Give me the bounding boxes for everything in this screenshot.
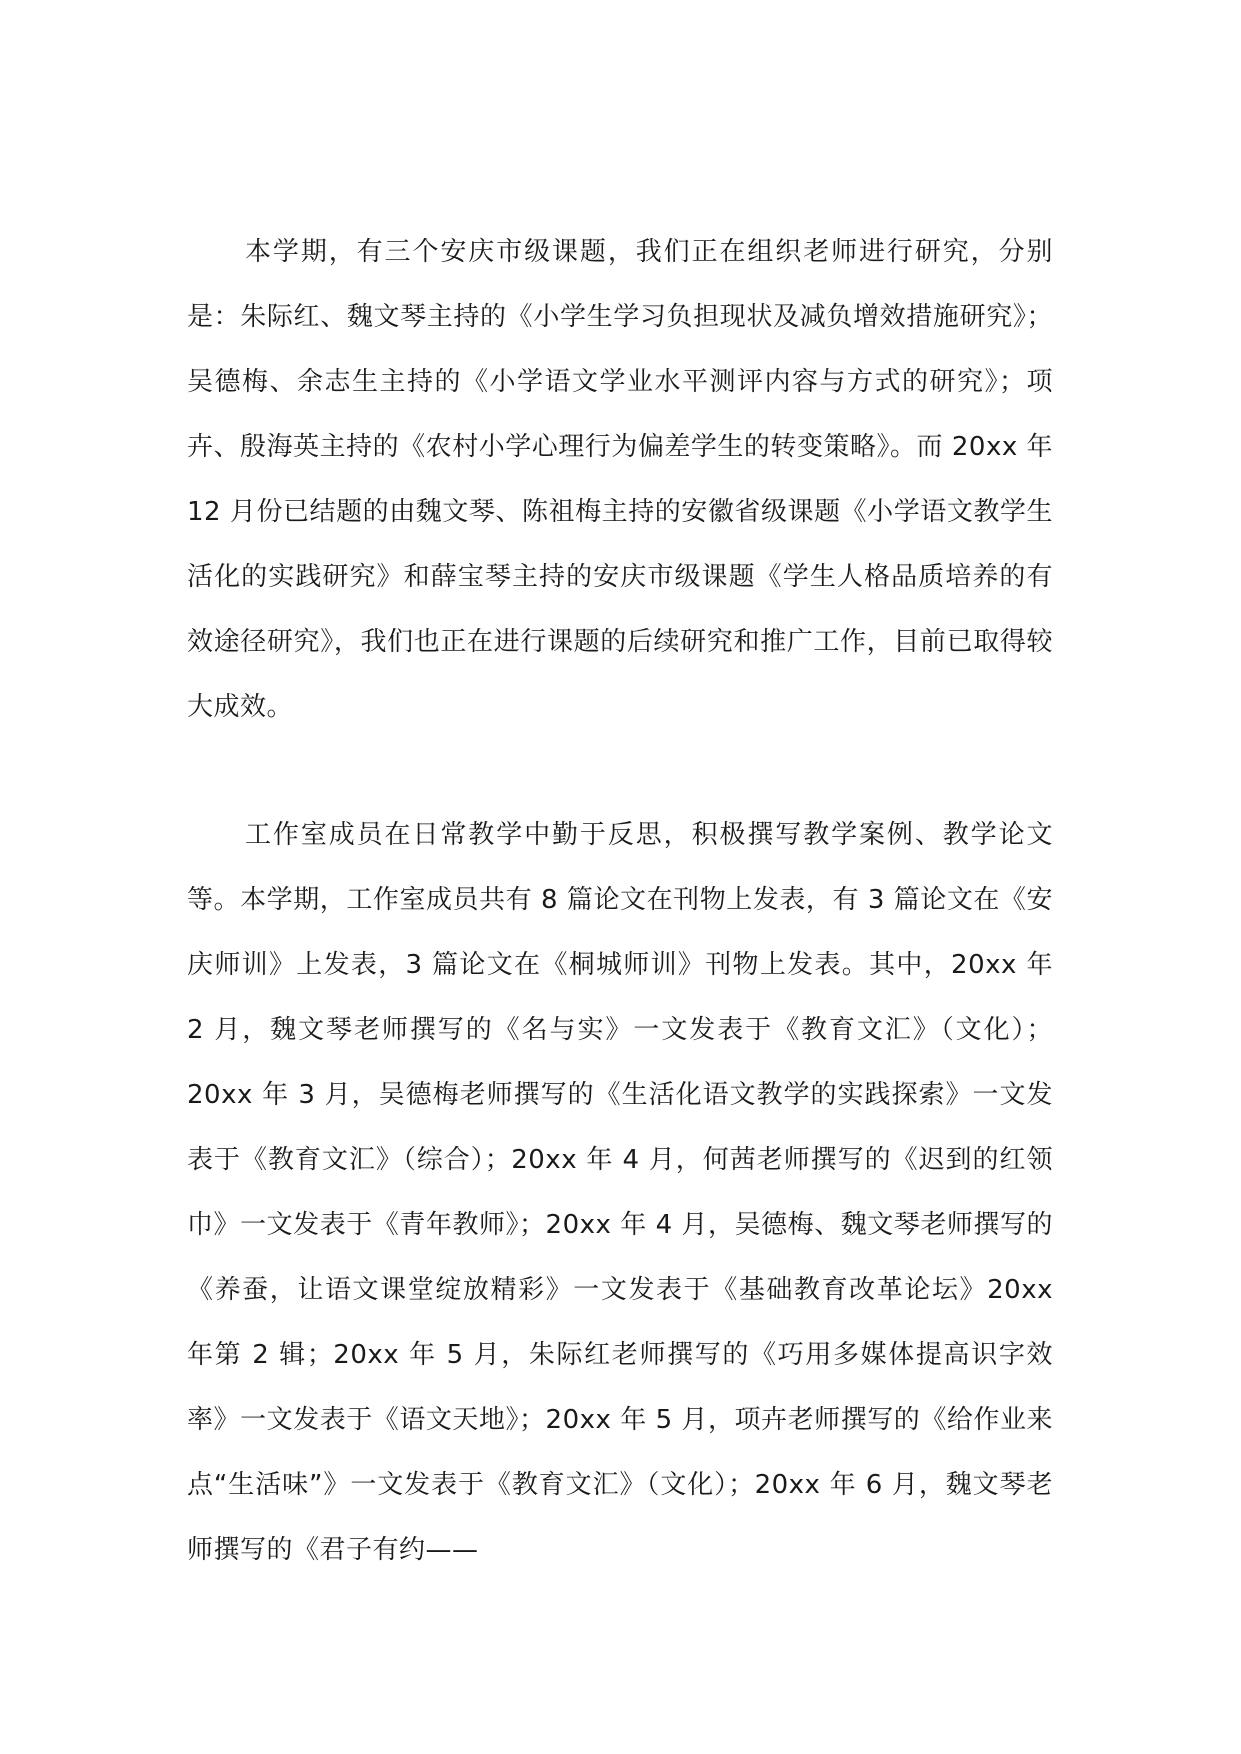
paragraph-published-papers: 工作室成员在日常教学中勤于反思，积极撰写教学案例、教学论文等。本学期，工作室成员共有 8 篇论文在刊物上发表，有 3 篇论文在《安庆师训》上发表，3 篇论文在《桐城师训》刊物上发表。其中，20xx 年 2 月，魏文琴老师撰写的《名与实》一文发表于《教育文汇》（文化）；20xx 年 3 月，吴德梅老师撰写的《生活化语文教学的实践探索》一文发表于《教育文汇》（综合）；20xx 年 4 月，何茜老师撰写的《迟到的红领巾》一文发表于《青年教师》；20xx 年 4 月，吴德梅、魏文琴老师撰写的《养蚕，让语文课堂绽放精彩》一文发表于《基础教育改革论坛》20xx 年第 2 辑；20xx 年 5 月，朱际红老师撰写的《巧用多媒体提高识字效率》一文发表于《语文天地》；20xx 年 5 月，项卉老师撰写的《给作业来点“生活味”》一文发表于《教育文汇》（文化）；20xx 年 6 月，魏文琴老师撰写的《君子有约—— xyxy=(187,820,1053,1565)
paragraph-research-projects: 本学期，有三个安庆市级课题，我们正在组织老师进行研究，分别是：朱际红、魏文琴主持的《小学生学习负担现状及减负增效措施研究》；吴德梅、余志生主持的《小学语文学业水平测评内容与方式的研究》；项卉、殷海英主持的《农村小学心理行为偏差学生的转变策略》。而 20xx 年 12 月份已结题的由魏文琴、陈祖梅主持的安徽省级课题《小学语文教学生活化的实践研究》和薛宝琴主持的安庆市级课题《学生人格品质培养的有效途径研究》，我们也正在进行课题的后续研究和推广工作，目前已取得较大成效。 xyxy=(187,237,1053,722)
